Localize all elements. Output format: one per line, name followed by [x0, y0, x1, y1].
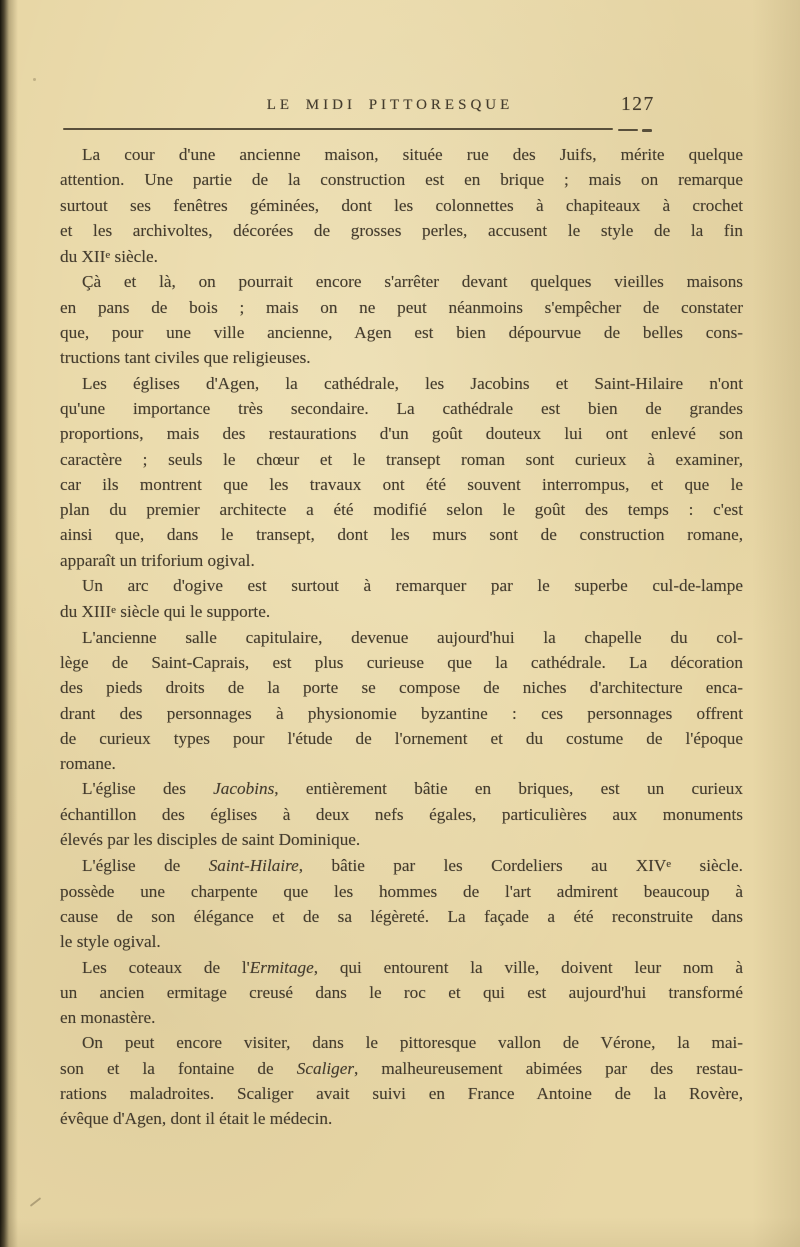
- text-segment: L'église de: [82, 856, 209, 876]
- paragraph: [60, 776, 743, 852]
- header-rule-dash: [642, 129, 652, 132]
- text-segment: Un arc d'ogive est surtout à remarquer par le superbe cul-de-lampe: [82, 576, 743, 596]
- paragraph: [60, 142, 743, 269]
- paragraph: [60, 269, 743, 370]
- text-line: [60, 345, 743, 370]
- text-segment: , qui entourent la ville, doivent leur nom à: [313, 957, 743, 977]
- paper-speck: [500, 590, 503, 592]
- text-segment: lège de Saint-Caprais, est plus curieuse que la cathédrale. La décoration: [60, 652, 743, 672]
- italic-text: Scaliger: [296, 1058, 355, 1078]
- text-line: [60, 650, 743, 675]
- text-segment: le style ogival.: [60, 932, 161, 952]
- text-segment: L'ancienne salle capitulaire, devenue aujourd'hui la chapelle du col-: [82, 627, 743, 647]
- text-segment: proportions, mais des restaurations d'un goût douteux lui ont enlevé son: [60, 424, 743, 444]
- text-line: [60, 548, 743, 573]
- page-edge-shading-bottom: [0, 1217, 800, 1247]
- body-text: [60, 142, 743, 1132]
- text-line: [60, 598, 743, 624]
- text-line: [60, 218, 743, 243]
- text-segment: en monastère.: [60, 1008, 156, 1028]
- text-segment: romane.: [60, 754, 116, 774]
- superscript-text: e: [105, 249, 111, 262]
- paper-speck: [33, 78, 36, 81]
- text-line: [60, 751, 743, 776]
- text-segment: du XIII: [60, 602, 112, 622]
- text-segment: et les archivoltes, décorées de grosses perles, accusent le style de la fin: [60, 220, 743, 240]
- text-segment: qu'une importance très secondaire. La cathédrale est bien de grandes: [60, 398, 743, 418]
- paragraph: [60, 852, 743, 954]
- text-line: [60, 269, 743, 294]
- text-segment: , malheureusement abimées par des restau-: [354, 1058, 743, 1078]
- text-line: [60, 497, 743, 522]
- text-line: [60, 802, 743, 827]
- text-line: [60, 396, 743, 421]
- text-segment: caractère ; seuls le chœur et le transept roman sont curieux à examiner,: [60, 449, 743, 469]
- paragraph: [60, 371, 743, 573]
- paragraph: [60, 955, 743, 1031]
- text-segment: apparaît un triforium ogival.: [60, 550, 255, 570]
- text-segment: , bâtie par les Cordeliers au XIV: [298, 856, 667, 876]
- text-line: [60, 421, 743, 446]
- text-line: [60, 1005, 743, 1030]
- text-line: [60, 1056, 743, 1081]
- text-line: [60, 1030, 743, 1055]
- text-segment: des pieds droits de la porte se compose de niches d'architecture enca-: [60, 678, 743, 698]
- text-segment: cause de son élégance et de sa légèreté. La façade a été reconstruite dans: [60, 906, 743, 926]
- text-line: [60, 879, 743, 904]
- text-line: [60, 142, 743, 167]
- text-segment: attention. Une partie de la construction est en brique ; mais on remarque: [60, 170, 743, 190]
- text-line: [60, 827, 743, 852]
- text-line: [60, 904, 743, 929]
- text-segment: drant des personnages à physionomie byzantine : ces personnages offrent: [60, 703, 743, 723]
- text-segment: , entièrement bâtie en briques, est un curieux: [274, 779, 743, 799]
- text-line: [60, 522, 743, 547]
- text-line: [60, 193, 743, 218]
- text-segment: ainsi que, dans le transept, dont les murs sont de construction romane,: [60, 525, 743, 545]
- text-segment: tructions tant civiles que religieuses.: [60, 348, 311, 368]
- text-segment: en pans de bois ; mais on ne peut néanmoins s'empêcher de constater: [60, 297, 743, 317]
- text-segment: de curieux types pour l'étude de l'ornement et du costume de l'époque: [60, 728, 743, 748]
- text-line: [60, 1081, 743, 1106]
- italic-text: Saint-Hilaire: [208, 856, 299, 876]
- text-line: [60, 295, 743, 320]
- text-line: [60, 625, 743, 650]
- text-segment: plan du premier architecte a été modifié selon le goût des temps : c'est: [60, 500, 743, 520]
- text-segment: du XII: [60, 247, 106, 267]
- header-rule: [63, 128, 613, 131]
- text-line: [60, 573, 743, 598]
- text-line: [60, 955, 743, 980]
- italic-text: Ermitage: [249, 957, 314, 977]
- text-line: [60, 675, 743, 700]
- text-segment: siècle.: [110, 247, 158, 267]
- text-segment: siècle qui le supporte.: [115, 602, 271, 622]
- text-segment: échantillon des églises à deux nefs égales, particulières aux monuments: [60, 804, 743, 824]
- page-edge-shading: [752, 0, 800, 1247]
- running-title: LE MIDI PITTORESQUE: [266, 97, 514, 113]
- text-segment: La cour d'une ancienne maison, située rue des Juifs, mérite quelque: [82, 145, 743, 164]
- text-segment: un ancien ermitage creusé dans le roc et qui est aujourd'hui transformé: [60, 982, 743, 1002]
- text-line: [60, 701, 743, 726]
- text-segment: On peut encore visiter, dans le pittoresque vallon de Vérone, la mai-: [82, 1033, 743, 1053]
- text-segment: car ils montrent que les travaux ont été souvent interrompus, et que le: [60, 474, 743, 494]
- header-rule-dash: [618, 129, 638, 132]
- text-segment: évêque d'Agen, dont il était le médecin.: [60, 1109, 333, 1129]
- text-segment: rations maladroites. Scaliger avait suivi en France Antoine de la Rovère,: [60, 1083, 743, 1103]
- binding-shadow: [0, 0, 18, 1247]
- text-line: [60, 167, 743, 192]
- text-line: [60, 371, 743, 396]
- text-line: [60, 320, 743, 345]
- text-segment: élevés par les disciples de saint Dominique.: [60, 830, 361, 850]
- text-segment: son et la fontaine de: [60, 1058, 297, 1078]
- text-segment: siècle.: [671, 856, 743, 876]
- text-segment: Les églises d'Agen, la cathédrale, les Jacobins et Saint-Hilaire n'ont: [82, 373, 743, 393]
- paragraph: [60, 573, 743, 625]
- paragraph: [60, 625, 743, 777]
- text-line: [60, 929, 743, 954]
- text-line: [60, 852, 743, 878]
- text-segment: Çà et là, on pourrait encore s'arrêter devant quelques vieilles maisons: [82, 272, 743, 292]
- text-line: [60, 776, 743, 801]
- text-line: [60, 980, 743, 1005]
- text-segment: L'église des: [82, 779, 214, 799]
- pencil-mark: [30, 1197, 41, 1207]
- superscript-text: e: [666, 858, 672, 871]
- superscript-text: e: [111, 604, 116, 617]
- text-line: [60, 472, 743, 497]
- text-segment: Les coteaux de l': [82, 957, 250, 977]
- paragraph: [60, 1030, 743, 1131]
- italic-text: Jacobins: [213, 779, 275, 799]
- text-segment: que, pour une ville ancienne, Agen est bien dépourvue de belles cons-: [60, 323, 743, 343]
- text-line: [60, 1106, 743, 1131]
- text-line: [60, 447, 743, 472]
- page-number: 127: [621, 94, 655, 115]
- text-line: [60, 726, 743, 751]
- text-segment: possède une charpente que les hommes de l'art admirent beaucoup à: [60, 881, 743, 901]
- text-segment: surtout ses fenêtres géminées, dont les colonnettes à chapiteaux à crochet: [60, 195, 743, 215]
- text-line: [60, 243, 743, 269]
